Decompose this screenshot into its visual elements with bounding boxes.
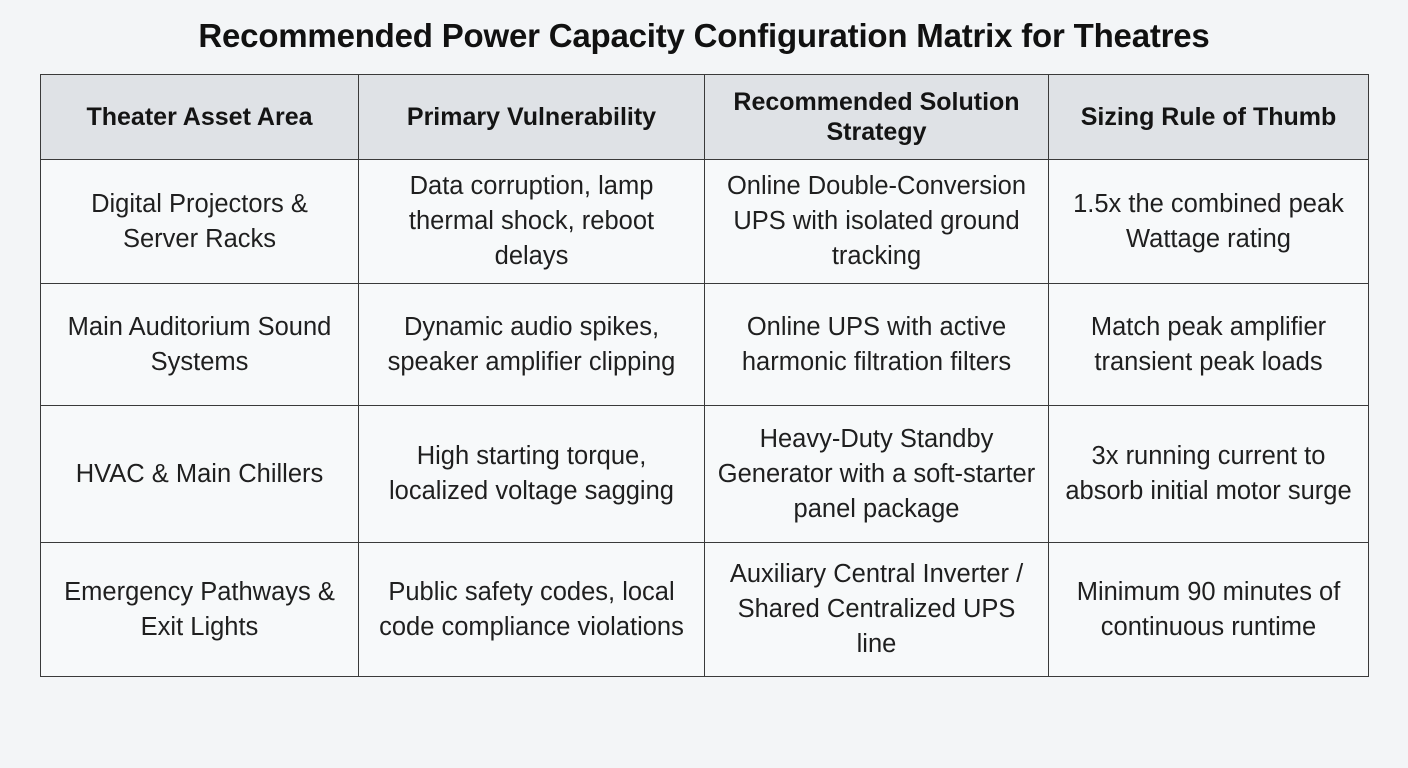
column-header-sizing: Sizing Rule of Thumb bbox=[1049, 75, 1369, 160]
cell-sizing: Minimum 90 minutes of continuous runtime bbox=[1049, 543, 1369, 677]
cell-solution: Online Double-Conversion UPS with isolated ground tracking bbox=[705, 160, 1049, 284]
cell-vulnerability: Dynamic audio spikes, speaker amplifier clipping bbox=[359, 284, 705, 406]
cell-asset-area: Digital Projectors & Server Racks bbox=[41, 160, 359, 284]
cell-asset-area: HVAC & Main Chillers bbox=[41, 406, 359, 543]
cell-sizing: 1.5x the combined peak Wattage rating bbox=[1049, 160, 1369, 284]
page-title: Recommended Power Capacity Configuration Matrix for Theatres bbox=[198, 17, 1210, 54]
column-header-asset-area: Theater Asset Area bbox=[41, 75, 359, 160]
cell-sizing: 3x running current to absorb initial motor surge bbox=[1049, 406, 1369, 543]
table-row bbox=[41, 160, 1369, 284]
table-row bbox=[41, 543, 1369, 677]
cell-vulnerability: High starting torque, localized voltage sagging bbox=[359, 406, 705, 543]
cell-solution: Heavy-Duty Standby Generator with a soft-starter panel package bbox=[705, 406, 1049, 543]
table-row bbox=[41, 284, 1369, 406]
cell-solution: Online UPS with active harmonic filtration filters bbox=[705, 284, 1049, 406]
cell-asset-area: Emergency Pathways & Exit Lights bbox=[41, 543, 359, 677]
cell-solution: Auxiliary Central Inverter / Shared Centralized UPS line bbox=[705, 543, 1049, 677]
cell-sizing: Match peak amplifier transient peak loads bbox=[1049, 284, 1369, 406]
table-row bbox=[41, 406, 1369, 543]
table-header-row bbox=[41, 75, 1369, 160]
cell-vulnerability: Data corruption, lamp thermal shock, reboot delays bbox=[359, 160, 705, 284]
column-header-solution: Recommended Solution Strategy bbox=[705, 75, 1049, 160]
cell-vulnerability: Public safety codes, local code compliance violations bbox=[359, 543, 705, 677]
power-capacity-matrix-table bbox=[40, 74, 1369, 677]
column-header-vulnerability: Primary Vulnerability bbox=[359, 75, 705, 160]
cell-asset-area: Main Auditorium Sound Systems bbox=[41, 284, 359, 406]
